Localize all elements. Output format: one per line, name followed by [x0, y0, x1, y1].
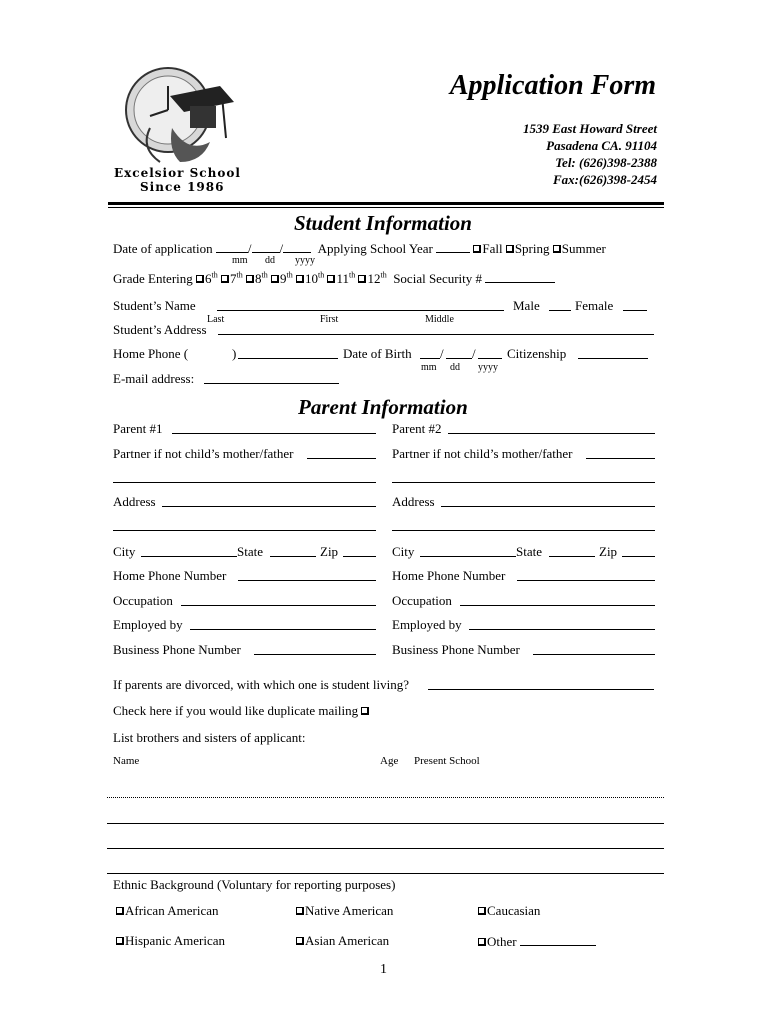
address2-label: Address: [392, 494, 435, 509]
school-year-label: Applying School Year: [317, 241, 433, 256]
other-label: Other: [487, 934, 517, 949]
th-suffix: th: [261, 270, 268, 280]
zip1-field[interactable]: [343, 556, 376, 557]
employed1-field[interactable]: [190, 629, 376, 630]
date-mm-hint: mm: [232, 255, 248, 266]
th-suffix: th: [380, 270, 387, 280]
school-logo: [110, 66, 240, 196]
date-yyyy-field[interactable]: [283, 240, 311, 253]
city2-field[interactable]: [420, 556, 516, 557]
businessphone1-label: Business Phone Number: [113, 642, 241, 657]
divorced-field[interactable]: [428, 689, 654, 690]
grade-entering-row: [113, 270, 555, 287]
address-street: 1539 East Howard Street: [523, 121, 657, 136]
date-dd-hint: dd: [265, 255, 275, 266]
female-field[interactable]: [623, 310, 647, 311]
african-label: African American: [125, 903, 219, 918]
other-checkbox[interactable]: [478, 938, 486, 946]
grade-7-checkbox[interactable]: [221, 275, 229, 283]
state2-label: State: [516, 544, 542, 559]
dob-dd-field[interactable]: [446, 358, 472, 359]
student-name-field[interactable]: [217, 310, 504, 311]
partner2-field[interactable]: [586, 458, 655, 459]
state2-field[interactable]: [549, 556, 595, 557]
address-fax: Fax:(626)398-2454: [553, 172, 657, 187]
school-year-field[interactable]: [436, 240, 470, 253]
partner1-field-line2[interactable]: [113, 482, 376, 483]
header-divider: [108, 202, 664, 205]
th-suffix: th: [286, 270, 293, 280]
duplicate-mailing-checkbox[interactable]: [361, 707, 369, 715]
homephone2-label: Home Phone Number: [392, 568, 506, 583]
partner1-field[interactable]: [307, 458, 376, 459]
ethnic-caucasian-option: [478, 903, 540, 919]
spring-label: Spring: [514, 241, 550, 256]
col-age-header: Age: [380, 755, 399, 767]
student-address-field[interactable]: [218, 334, 654, 335]
col-school-header: Present School: [414, 755, 480, 767]
grade-8-checkbox[interactable]: [246, 275, 254, 283]
occupation2-field[interactable]: [460, 605, 655, 606]
name-middle-hint: Middle: [425, 314, 454, 325]
grade-9-checkbox[interactable]: [271, 275, 279, 283]
sibling-line-2[interactable]: [107, 823, 664, 824]
ssn-label: Social Security #: [393, 271, 483, 286]
th-suffix: th: [211, 270, 218, 280]
parent1-field[interactable]: [172, 433, 376, 434]
ethnic-hispanic-option: [116, 933, 225, 949]
page-number: 1: [380, 962, 387, 977]
logo-school-name: Excelsior School: [114, 166, 241, 180]
asian-label: Asian American: [305, 933, 390, 948]
header-divider-thin: [108, 207, 664, 208]
grade-label: Grade Entering: [113, 271, 193, 286]
businessphone1-field[interactable]: [254, 654, 376, 655]
asian-checkbox[interactable]: [296, 937, 304, 945]
th-suffix: th: [317, 270, 325, 280]
col-name-header: Name: [113, 755, 140, 767]
address1-label: Address: [113, 494, 156, 509]
hispanic-checkbox[interactable]: [116, 937, 124, 945]
businessphone2-field[interactable]: [533, 654, 655, 655]
occupation2-label: Occupation: [392, 593, 452, 608]
grade-10-label: 10: [304, 271, 318, 286]
sibling-line-4[interactable]: [107, 873, 664, 874]
hispanic-label: Hispanic American: [125, 933, 225, 948]
ethnic-native-option: [296, 903, 393, 919]
fall-checkbox[interactable]: [473, 245, 481, 253]
zip1-label: Zip: [320, 544, 339, 559]
citizenship-field[interactable]: [578, 358, 648, 359]
city1-label: City: [113, 544, 136, 559]
parent2-field[interactable]: [448, 433, 655, 434]
home-phone-field[interactable]: [238, 358, 338, 359]
grade-11-label: 11: [336, 271, 349, 286]
grade-8-label: 8: [255, 271, 262, 286]
caucasian-label: Caucasian: [487, 903, 541, 918]
grade-10-checkbox[interactable]: [296, 275, 304, 283]
th-suffix: th: [236, 270, 243, 280]
dob-mm-field[interactable]: [420, 358, 440, 359]
logo-since: Since 1986: [140, 180, 225, 194]
occupation1-field[interactable]: [181, 605, 376, 606]
address2-field-line2[interactable]: [392, 530, 655, 531]
home-phone-paren: ): [232, 346, 237, 361]
grade-6-checkbox[interactable]: [196, 275, 204, 283]
date-label: Date of application: [113, 241, 213, 256]
male-label: Male: [513, 298, 540, 313]
address1-field[interactable]: [162, 506, 376, 507]
form-title: Application Form: [449, 70, 656, 101]
student-address-label: Student’s Address: [113, 322, 207, 337]
grade-7-label: 7: [230, 271, 237, 286]
date-of-application-row: Date of application / / Applying School Year Fall Spring Summer: [113, 241, 606, 256]
siblings-label: List brothers and sisters of applicant:: [113, 730, 306, 745]
address2-field[interactable]: [441, 506, 655, 507]
email-field[interactable]: [204, 383, 339, 384]
ethnic-other-option: [478, 933, 596, 950]
dob-mm-hint: mm: [421, 362, 437, 373]
divorced-label: If parents are divorced, with which one is student living?: [113, 677, 410, 692]
homephone1-field[interactable]: [238, 580, 376, 581]
home-phone-label: Home Phone (: [113, 346, 189, 361]
date-yyyy-hint: yyyy: [295, 255, 315, 266]
dob-dd-hint: dd: [450, 362, 460, 373]
city2-label: City: [392, 544, 415, 559]
native-checkbox[interactable]: [296, 907, 304, 915]
male-field[interactable]: [549, 310, 571, 311]
summer-label: Summer: [561, 241, 606, 256]
dob-label: Date of Birth: [343, 346, 412, 361]
th-suffix: th: [348, 270, 356, 280]
slash: /: [440, 346, 444, 361]
dob-yyyy-hint: yyyy: [478, 362, 498, 373]
grade-6-label: 6: [205, 271, 212, 286]
address1-field-line2[interactable]: [113, 530, 376, 531]
partner1-label: Partner if not child’s mother/father: [113, 446, 294, 461]
state1-label: State: [237, 544, 263, 559]
state1-field[interactable]: [270, 556, 316, 557]
ethnic-asian-option: [296, 933, 389, 949]
grade-12-checkbox[interactable]: [358, 275, 366, 283]
duplicate-mailing-row: [113, 703, 370, 719]
student-heading: Student Information: [294, 211, 472, 235]
homephone1-label: Home Phone Number: [113, 568, 227, 583]
grade-11-checkbox[interactable]: [327, 275, 335, 283]
female-label: Female: [575, 298, 614, 313]
ethnic-african-option: [116, 903, 218, 919]
date-dd-field[interactable]: [252, 240, 280, 253]
spring-checkbox[interactable]: [506, 245, 514, 253]
zip2-label: Zip: [599, 544, 618, 559]
summer-checkbox[interactable]: [553, 245, 561, 253]
student-name-label: Student’s Name: [113, 298, 196, 313]
grade-12-label: 12: [367, 271, 381, 286]
date-mm-field[interactable]: [216, 240, 248, 253]
dob-yyyy-field[interactable]: [478, 358, 502, 359]
city1-field[interactable]: [141, 556, 237, 557]
partner2-label: Partner if not child’s mother/father: [392, 446, 573, 461]
ethnic-label: Ethnic Background (Voluntary for reporting purposes): [113, 877, 396, 892]
fall-label: Fall: [482, 241, 503, 256]
other-field[interactable]: [520, 933, 596, 946]
address-city: Pasadena CA. 91104: [546, 138, 657, 153]
parent1-label: Parent #1: [113, 421, 163, 436]
zip2-field[interactable]: [622, 556, 655, 557]
parent-heading: Parent Information: [298, 395, 468, 419]
grade-9-label: 9: [279, 271, 287, 286]
african-checkbox[interactable]: [116, 907, 124, 915]
ssn-field[interactable]: [485, 270, 555, 283]
sibling-line-3[interactable]: [107, 848, 664, 849]
caucasian-checkbox[interactable]: [478, 907, 486, 915]
sibling-line-1[interactable]: [107, 797, 664, 798]
address-tel: Tel: (626)398-2388: [555, 155, 657, 170]
parent2-label: Parent #2: [392, 421, 442, 436]
name-last-hint: Last: [207, 314, 225, 325]
citizenship-label: Citizenship: [507, 346, 567, 361]
slash: /: [472, 346, 476, 361]
employed2-field[interactable]: [469, 629, 655, 630]
email-label: E-mail address:: [113, 371, 195, 386]
employed1-label: Employed by: [113, 617, 183, 632]
occupation1-label: Occupation: [113, 593, 173, 608]
partner2-field-line2[interactable]: [392, 482, 655, 483]
businessphone2-label: Business Phone Number: [392, 642, 520, 657]
homephone2-field[interactable]: [517, 580, 655, 581]
employed2-label: Employed by: [392, 617, 462, 632]
duplicate-mailing-label: Check here if you would like duplicate mailing: [113, 703, 359, 718]
native-label: Native American: [305, 903, 394, 918]
name-first-hint: First: [320, 314, 339, 325]
